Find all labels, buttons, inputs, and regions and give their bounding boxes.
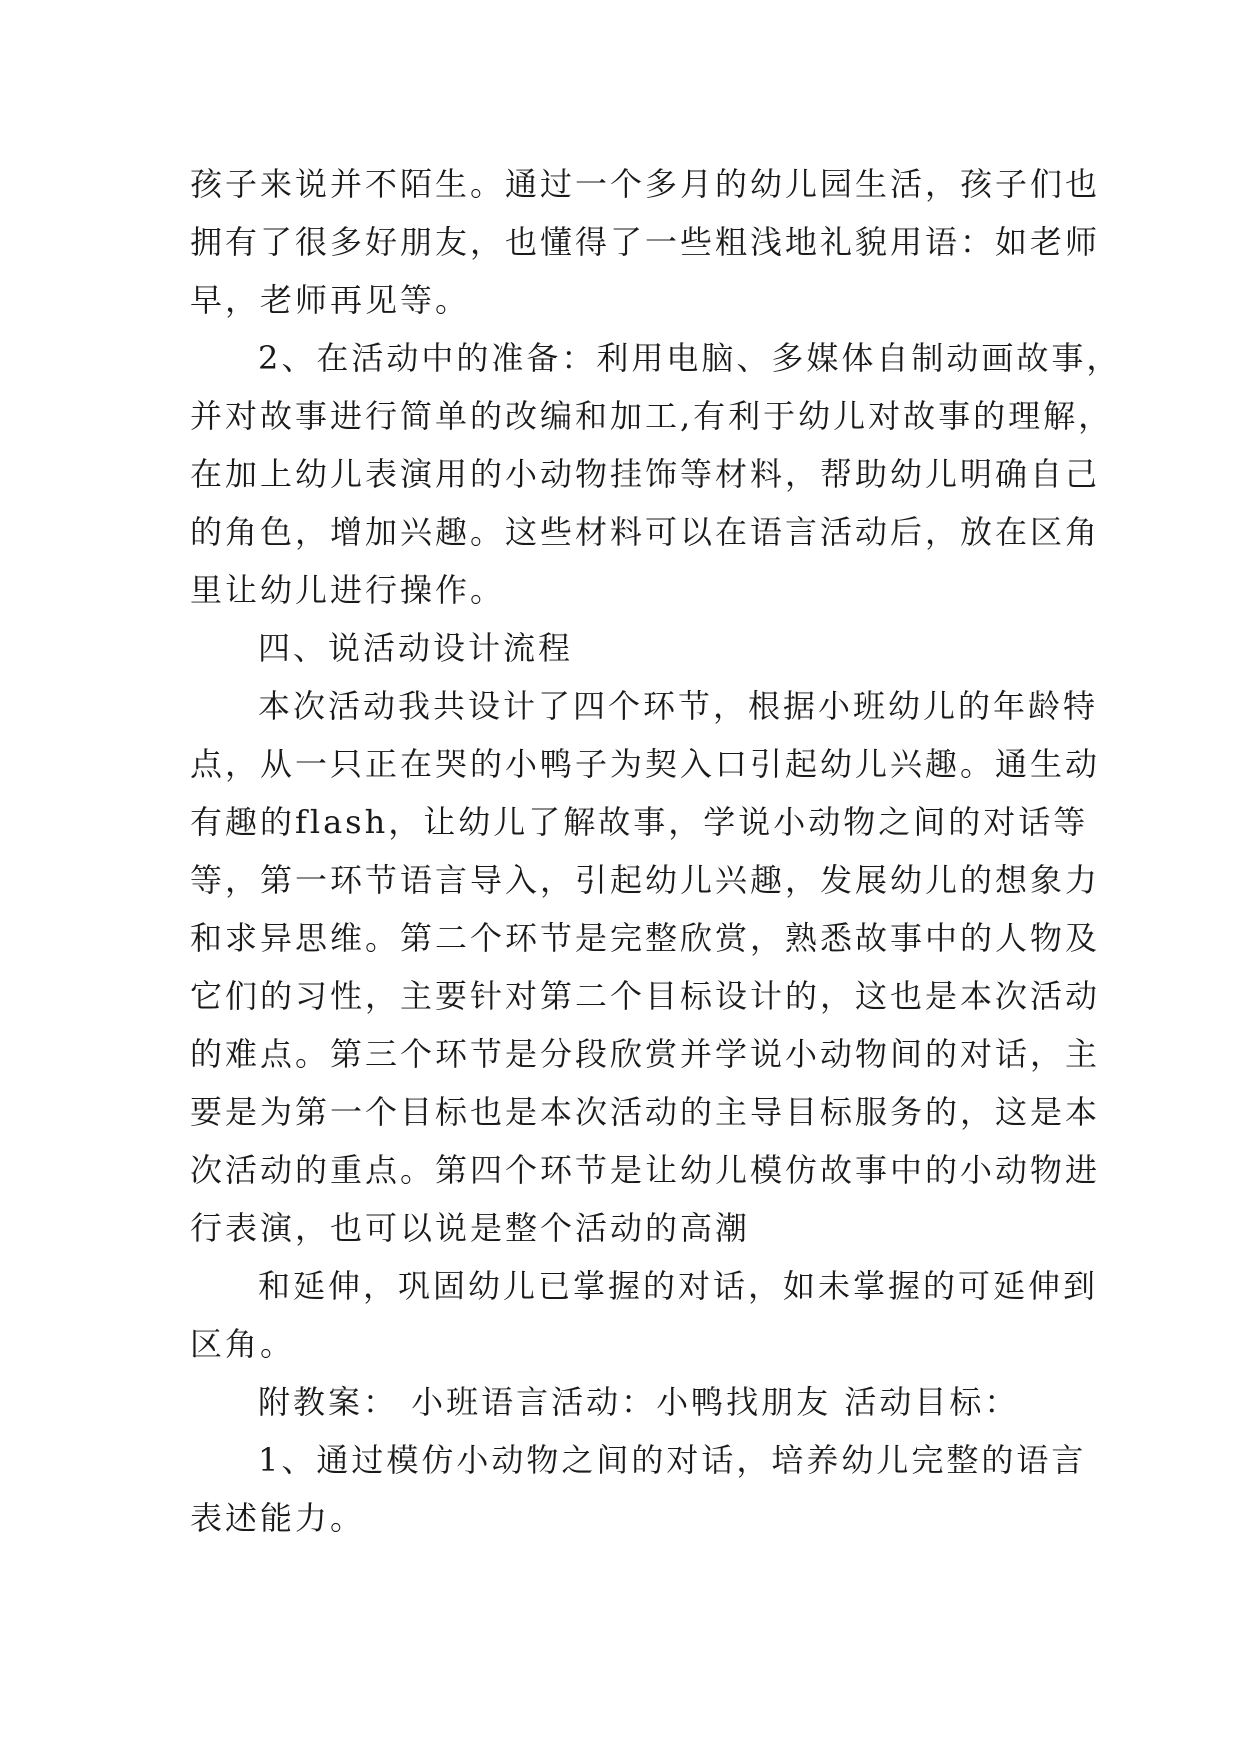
- text-line: 它们的习性，主要针对第二个目标设计的，这也是本次活动: [190, 977, 1101, 1015]
- text-line: 并对故事进行简单的改编和加工,有利于幼儿对故事的理解，: [190, 397, 1114, 435]
- text-line: 1、通过模仿小动物之间的对话，培养幼儿完整的语言: [258, 1441, 1087, 1479]
- text-line: 要是为第一个目标也是本次活动的主导目标服务的，这是本: [190, 1093, 1101, 1131]
- text-line: 表述能力。: [190, 1499, 366, 1537]
- text-line: 次活动的重点。第四个环节是让幼儿模仿故事中的小动物进: [190, 1151, 1101, 1189]
- text-line: 2、在活动中的准备：利用电脑、多媒体自制动画故事，: [258, 339, 1122, 377]
- text-line: 和求异思维。第二个环节是完整欣赏，熟悉故事中的人物及: [190, 919, 1101, 957]
- text-line: 和延伸，巩固幼儿已掌握的对话，如未掌握的可延伸到: [258, 1267, 1099, 1305]
- text-line: 的难点。第三个环节是分段欣赏并学说小动物间的对话，主: [190, 1035, 1101, 1073]
- text-line: 点，从一只正在哭的小鸭子为契入口引起幼儿兴趣。通生动: [190, 745, 1101, 783]
- text-line: 本次活动我共设计了四个环节，根据小班幼儿的年龄特: [258, 687, 1099, 725]
- text-line: 行表演，也可以说是整个活动的高潮: [190, 1209, 751, 1247]
- appendix-heading: 附教案： 小班语言活动：小鸭找朋友 活动目标：: [258, 1383, 1020, 1421]
- section-heading: 四、说活动设计流程: [258, 629, 574, 667]
- text-line: 拥有了很多好朋友，也懂得了一些粗浅地礼貌用语：如老师: [190, 223, 1101, 261]
- text-line: 里让幼儿进行操作。: [190, 571, 506, 609]
- text-line: 等，第一环节语言导入，引起幼儿兴趣，发展幼儿的想象力: [190, 861, 1101, 899]
- text-line: 的角色，增加兴趣。这些材料可以在语言活动后，放在区角: [190, 513, 1101, 551]
- text-line: 有趣的flash，让幼儿了解故事，学说小动物之间的对话等: [190, 803, 1089, 841]
- text-line: 在加上幼儿表演用的小动物挂饰等材料，帮助幼儿明确自己: [190, 455, 1101, 493]
- document-page: [190, 155, 1122, 1547]
- text-line: 区角。: [190, 1325, 296, 1363]
- text-line: 早，老师再见等。: [190, 281, 471, 319]
- text-line: 孩子来说并不陌生。通过一个多月的幼儿园生活，孩子们也: [190, 165, 1101, 203]
